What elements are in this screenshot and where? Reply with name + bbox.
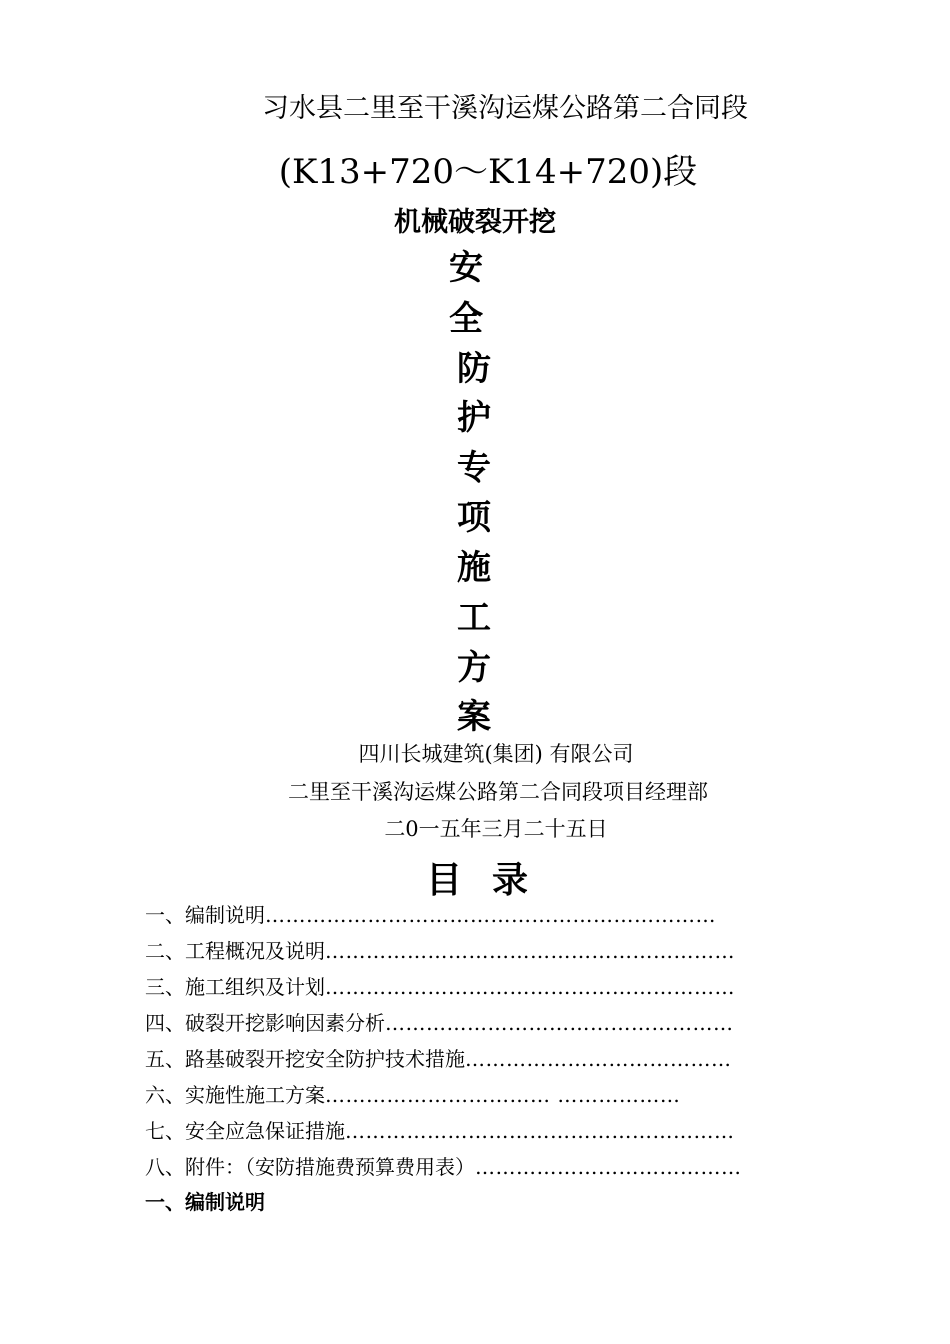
vertical-title-char: 方 [457,648,491,688]
toc-item[interactable] [145,1151,742,1180]
toc-item[interactable] [145,1115,735,1144]
toc-item-label: 八、附件：（安防措施费预算费用表） [145,1155,475,1179]
vertical-title-char: 全 [449,299,483,339]
toc-item[interactable] [145,1043,732,1072]
toc-item[interactable] [145,1079,680,1108]
toc-item-dots: ………………………………… [475,1155,742,1179]
cover-title-line2: (K13+720～K14+720)段 [278,152,698,192]
vertical-title-char: 项 [457,498,491,538]
toc-item-label: 七、安全应急保证措施 [145,1119,345,1143]
vertical-title-char: 安 [449,248,483,288]
department-name: 二里至干溪沟运煤公路第二合同段项目经理部 [288,780,708,804]
toc-item-dots: ………………………………………………………… [265,903,716,927]
toc-item-label: 五、路基破裂开挖安全防护技术措施 [145,1047,465,1071]
cover-title-line3: 机械破裂开挖 [394,207,556,238]
vertical-title-char: 工 [457,598,491,638]
toc-item[interactable] [145,899,716,928]
toc-item[interactable] [145,971,735,1000]
toc-item-label: 三、施工组织及计划 [145,975,325,999]
document-date: 二0一五年三月二十五日 [384,817,608,841]
vertical-title-char: 护 [457,398,491,438]
toc-item[interactable] [145,935,735,964]
section-heading: 一、编制说明 [145,1190,265,1214]
vertical-title-char: 专 [457,448,491,488]
vertical-title-char: 防 [457,349,491,389]
company-name: 四川长城建筑(集团) 有限公司 [358,742,634,766]
toc-item-dots: …………………………………………… [385,1011,734,1035]
toc-item-dots: ………………………………………………… [345,1119,735,1143]
vertical-title-char: 施 [457,548,491,588]
toc-item-label: 二、工程概况及说明 [145,939,325,963]
toc-item[interactable] [145,1007,734,1036]
cover-title-line1: 习水县二里至干溪沟运煤公路第二合同段 [262,93,748,124]
toc-item-dots: …………………………… ……………… [325,1083,681,1107]
toc-heading: 目录 [426,859,559,901]
toc-item-dots: ………………………………… [465,1047,732,1071]
toc-item-label: 四、破裂开挖影响因素分析 [145,1011,385,1035]
toc-item-dots: …………………………………………………… [325,939,735,963]
toc-item-dots: …………………………………………………… [325,975,735,999]
vertical-title-char: 案 [457,697,491,737]
toc-item-label: 六、实施性施工方案 [145,1083,325,1107]
toc-item-label: 一、编制说明 [145,903,265,927]
